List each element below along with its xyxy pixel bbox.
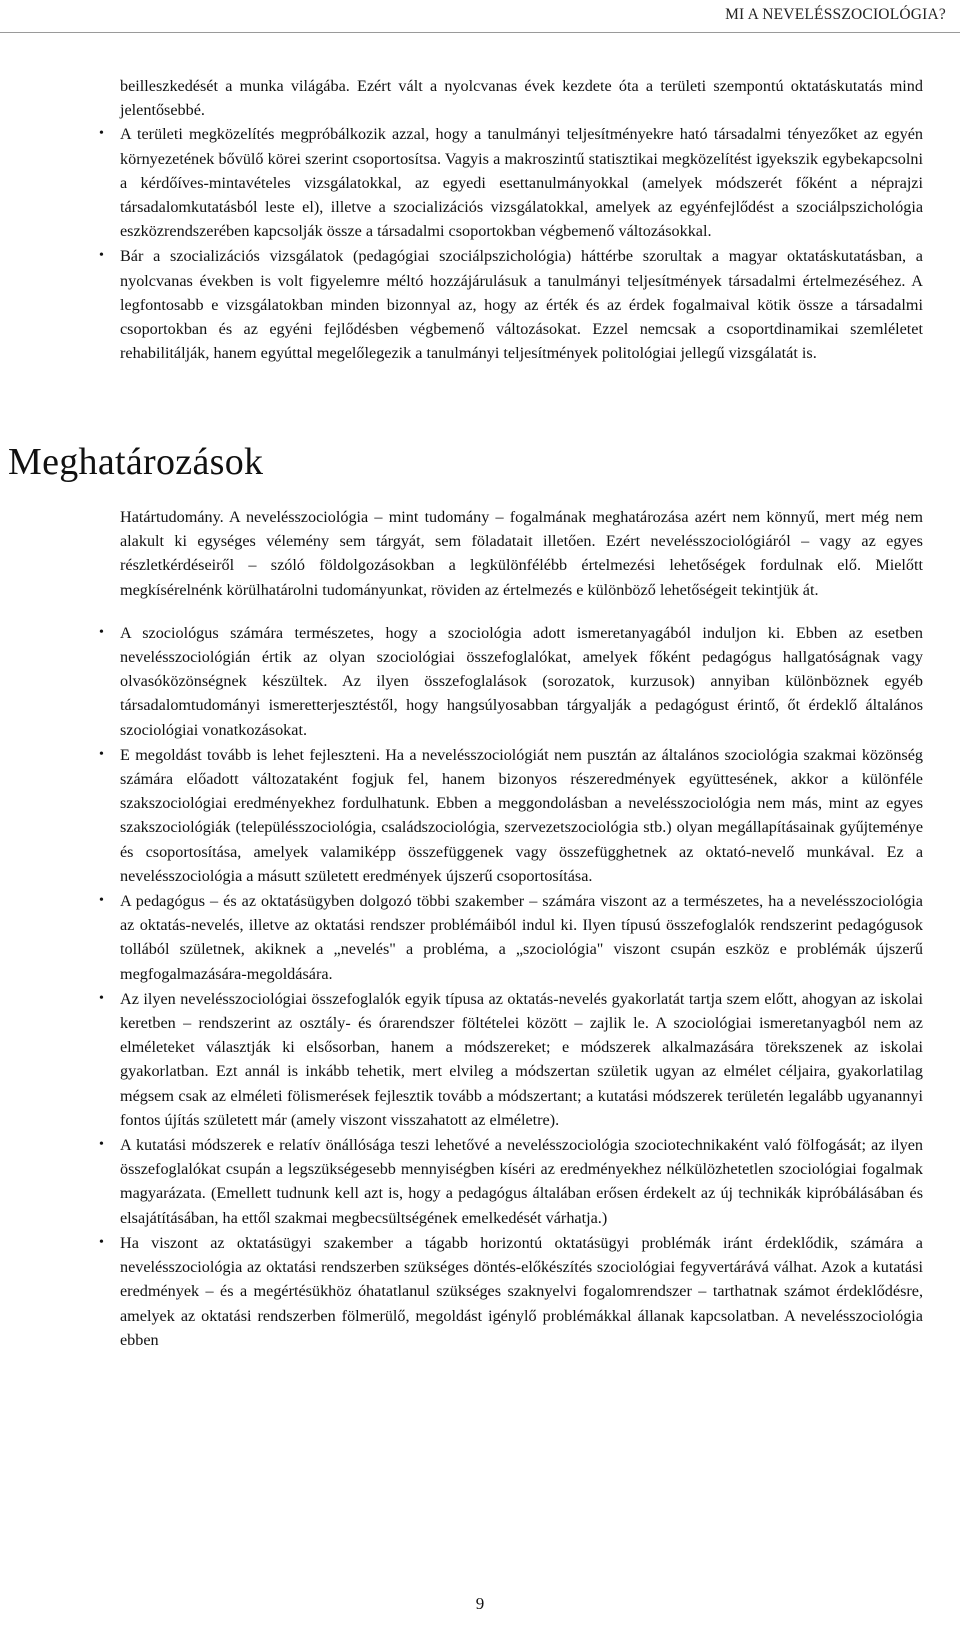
bullet-icon: •: [99, 1234, 104, 1250]
bullet-icon: •: [99, 624, 104, 640]
definitions-bullet-list: [99, 621, 923, 1352]
list-item-text: Ha viszont az oktatásügyi szakember a tágabb horizontú oktatásügyi problémák iránt érdeklődik, számára a nevelésszociológia az oktatási rendszerben szükséges döntés-előkészítés szociológiai fegyvertárává válhat. Azok a kutatási eredmények – és a megértésükhöz óhatatlanul szükséges szaknyelvi fogalomrendszer – tarthatnak számot érdeklődésre, amelyek az oktatási rendszerben fölmerülő, megoldást igénylő problémákkal állanak kapcsolatban. A nevelésszociológia ebben: [120, 1233, 923, 1349]
list-item-text: Az ilyen nevelésszociológiai összefoglalók egyik típusa az oktatás-nevelés gyakorlatát tartja szem előtt, ahogyan az iskolai keretben – rendszerint az osztály- és órarendszer föltételei között – zajlik le. A szociológiai ismeretanyagból nem az elméleteket választják ki elsősorban, hanem a módszereket; e módszerek alkalmazására törekszenek az iskolai gyakorlatban. Ezt annál is inkább tehetik, mert elvileg a módszertan születik ugyan az elmélet céljaira, gyakorlatilag mégsem csak az elméleti fölismerések fejlesztik tovább a módszertant; a kutatási módszerek területén legalább ugyanannyi fontos újítás született már (amely viszont visszahatott az elméletre).: [120, 989, 923, 1129]
header-rule: [0, 32, 960, 33]
definitions-block: [99, 505, 923, 1353]
list-item-text: A területi megközelítés megpróbálkozik azzal, hogy a tanulmányi teljesítményekre ható társadalmi tényezőket az egyén környezetének bővülő körei szerint csoportosítsa. Vagyis a makroszintű statisztikai megközelítést igyekszik egybekapcsolni a kérdőíves-mintavételes vizsgálatokkal, az egyedi esettanulmányokkal (amelyek módszerét főként a néprajzi társadalomkutatásból leste el), illetve a szocializációs vizsgálatokkal, amelyek az egyénfejlődést a szociálpszichológia eszközrendszerében kapcsolják össze a társadalmi csoportokban végbemenő változásokkal.: [120, 125, 923, 241]
running-header: MI A NEVELÉSSZOCIOLÓGIA?: [725, 6, 946, 23]
intro-bullet-list: [99, 122, 923, 365]
intro-block: [99, 74, 923, 366]
list-item-text: E megoldást tovább is lehet fejleszteni. Ha a nevelésszociológiát nem pusztán az általános szociológia szakmai közönség számára előadott változataként fogjuk fel, hanem bizonyos részeredmények együttesének, akkor a különféle szakszociológiai eredményekhez fordulhatunk. Ebben a meggondolásban a nevelésszociológia nem más, mint az egyes szakszociológiák (településszociológia, családszociológia, szervezetszociológia stb.) olyan megállapításainak gyűjteménye és csoportosítása, amelyek valamiképp összefüggenek vagy összefügghetnek az oktató-nevelő munkával. Ez a nevelésszociológia a másutt született eredmények újszerű csoportosítása.: [120, 745, 923, 885]
list-item: [99, 122, 923, 243]
page-number: 9: [475, 1594, 485, 1613]
list-item: [99, 1231, 923, 1352]
bullet-icon: •: [99, 126, 104, 142]
bullet-icon: •: [99, 1137, 104, 1153]
bullet-icon: •: [99, 893, 104, 909]
list-item: [99, 244, 923, 365]
list-item: [99, 621, 923, 742]
list-item: [99, 889, 923, 986]
bullet-icon: •: [99, 248, 104, 264]
list-item-text: Bár a szocializációs vizsgálatok (pedagógiai szociálpszichológia) háttérbe szorultak a magyar oktatáskutatásban, a nyolcvanas években is volt figyelemre méltó hozzájárulásuk a tanulmányi teljesítmények társadalmi értelmezéséhez. A legfontosabb e vizsgálatokban minden bizonnyal az, hogy az érték és az érdek fogalmaival kötik össze a társadalmi csoportokban és az egyéni fejlődésben végbemenő változásokat. Ezzel nemcsak a csoportdinamikai szemléletet rehabilitálják, hanem egyúttal megelőlegezik a tanulmányi teljesítmények politológiai jellegű vizsgálatát is.: [120, 247, 923, 363]
list-item: [99, 1133, 923, 1230]
section-heading: Meghatározások: [8, 441, 264, 483]
intro-continuation-paragraph: beilleszkedését a munka világába. Ezért vált a nyolcvanas évek kezdete óta a területi szempontú oktatáskutatás mind jelentősebbé.: [120, 77, 923, 120]
list-item-text: A kutatási módszerek e relatív önállósága teszi lehetővé a nevelésszociológia szociotechnikaként való fölfogását; az ilyen összefoglalókat csupán a legszükségesebb mennyiségben kíséri az eredményekhez nélkülözhetetlen szociológiai fogalmak magyarázata. (Emellett tudnunk kell azt is, hogy a pedagógus általában erősen érdekelt az új technikák kipróbálásában és elsajátításában, ha ettől szakmai megbecsültségének emelkedését várhatja.): [120, 1136, 923, 1227]
section-lead-paragraph: Határtudomány. A nevelésszociológia – mint tudomány – fogalmának meghatározása azért nem könnyű, mert még nem alakult ki egységes vélemény sem tárgyát, sem föladatait illetően. Ezért nevelésszociológiáról – vagy az egyes részletkérdéseiről – szóló földolgozásokban a legkülönfélébb értelmezési lehetőségek fordulnak elő. Mielőtt megkísérelnénk körülhatárolni tudományunkat, röviden az értelmezés e különböző lehetőségeit tekintjük át.: [120, 508, 923, 599]
bullet-icon: •: [99, 990, 104, 1006]
bullet-icon: •: [99, 746, 104, 762]
list-item-text: A pedagógus – és az oktatásügyben dolgozó többi szakember – számára viszont az a természetes, ha a nevelésszociológia az oktatás-nevelés, illetve az oktatási rendszer problémáiból indul ki. Ilyen típusú összefoglalók rendszerint pedagógusok tollából születnek, akiknek a „nevelés" a probléma, a „szociológia" viszont csupán eszköz e problémák újszerű megfogalmazására-megoldására.: [120, 892, 923, 983]
list-item: [99, 987, 923, 1132]
list-item: [99, 743, 923, 888]
list-item-text: A szociológus számára természetes, hogy a szociológia adott ismeretanyagából induljon ki. Ebben az esetben nevelésszociológián értik az olyan szociológiai összefoglalókat, amelyek főként pedagógus hallgatóságnak vagy olvasóközönségnek készültek. Az ilyen összefoglalások (sorozatok, kurzusok) annyiban különböznek egyéb társadalomtudományi ismeretterjesztéstől, hogy hangsúlyosabban tárgyalják a pedagógust érintő, őt érdeklő általános szociológiai vonatkozásokat.: [120, 623, 923, 739]
